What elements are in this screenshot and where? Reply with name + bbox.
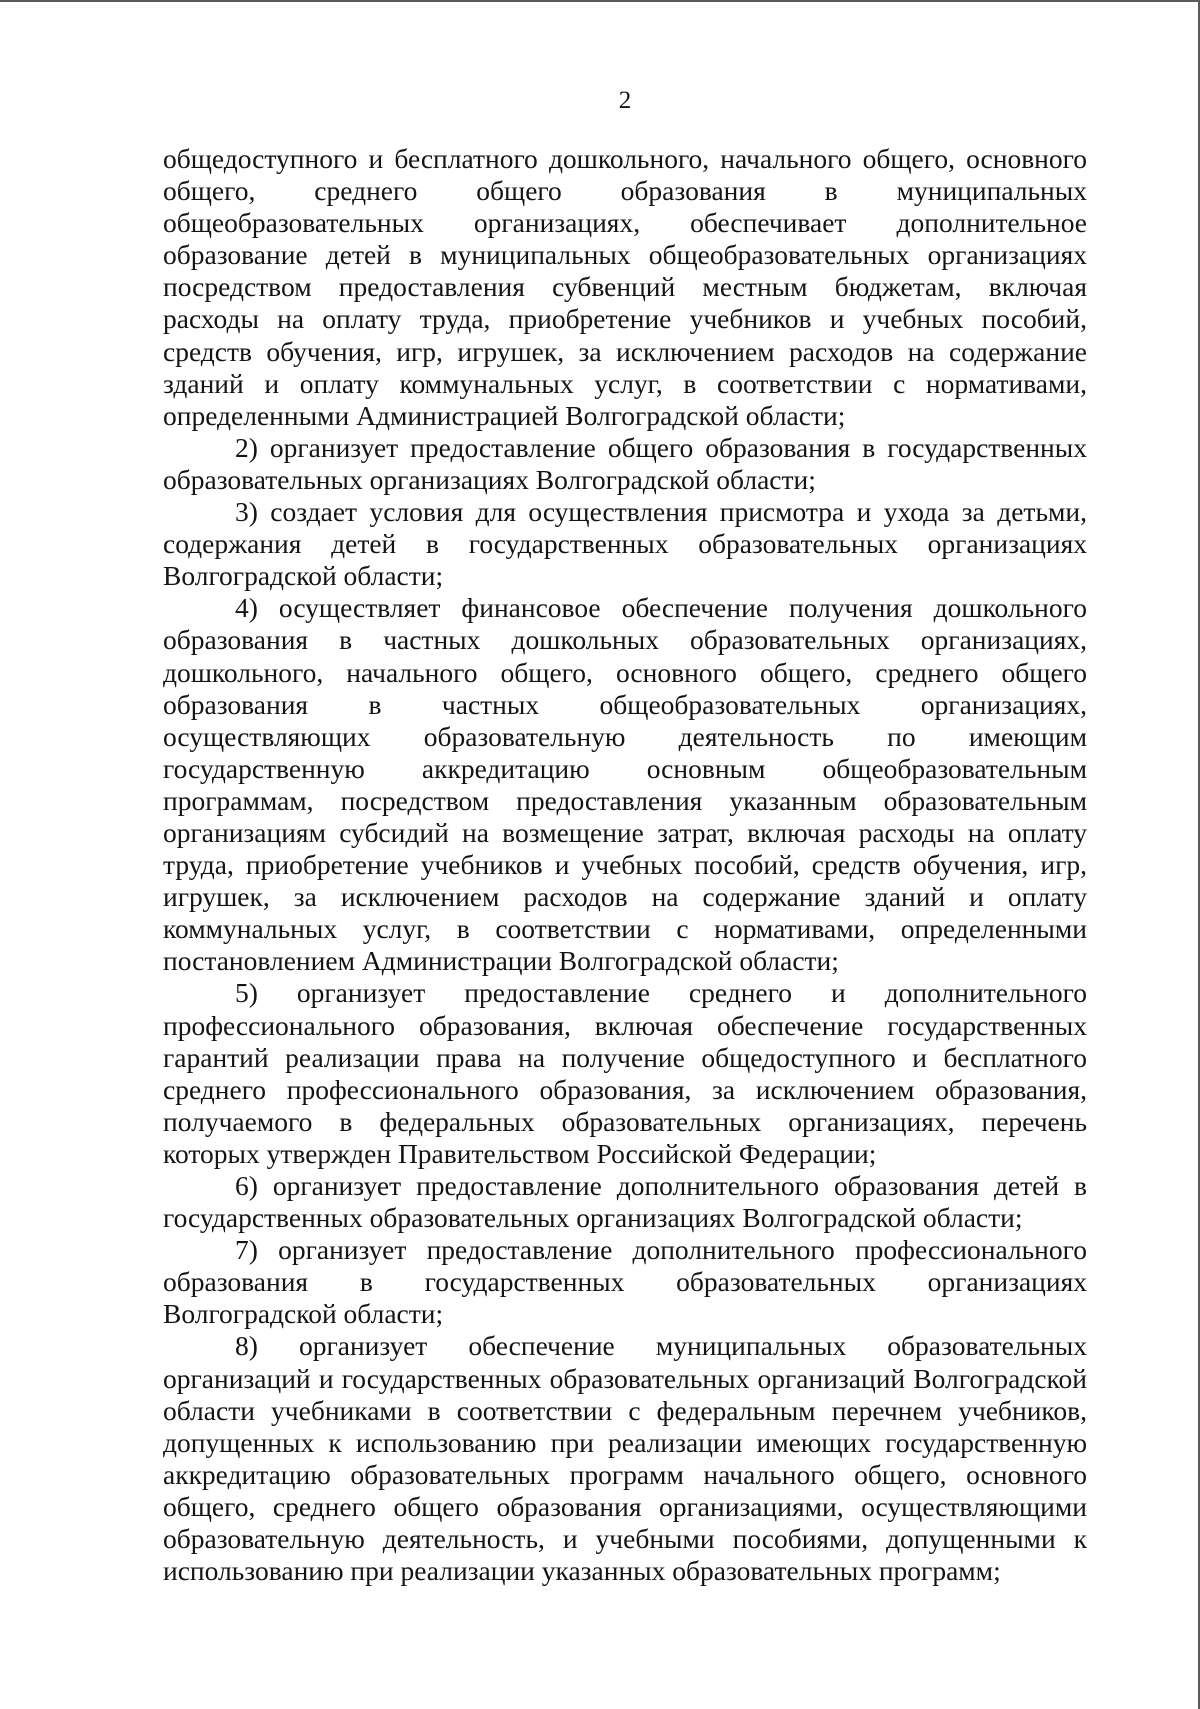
paragraph-continuation: общедоступного и бесплатного дошкольного, начального общего, основного общего, среднего общего образования в муниципальных общеобразовательных организациях, обеспечивает дополнительное образование детей в муниципальных общеобразовательных организациях посредством предоставления субвенций местным бюджетам, включая расходы на оплату труда, приобретение учебников и учебных пособий, средств обучения, игр, игрушек, за исключением расходов на содержание зданий и оплату коммунальных услуг, в соответствии с нормативами, определенными Администрацией Волгоградской области; [163, 143, 1087, 431]
page-number: 2 [618, 87, 632, 114]
scan-border-top [0, 0, 1200, 2]
paragraph-item-6: 6) организует предоставление дополнительного образования детей в государственных образовательных организациях Волгоградской области; [163, 1170, 1087, 1234]
paragraph-item-7: 7) организует предоставление дополнительного профессионального образования в государственных образовательных организациях Волгоградской области; [163, 1234, 1087, 1330]
paragraph-item-2: 2) организует предоставление общего образования в государственных образовательных организациях Волгоградской области; [163, 431, 1087, 495]
paragraph-item-3: 3) создает условия для осуществления присмотра и ухода за детьми, содержания детей в государственных образовательных организациях Волгоградской области; [163, 496, 1087, 592]
paragraph-item-5: 5) организует предоставление среднего и дополнительного профессионального образования, включая обеспечение государственных гарантий реализации права на получение общедоступного и бесплатного среднего профессионального образования, за исключением образования, получаемого в федеральных образовательных организациях, перечень которых утвержден Правительством Российской Федерации; [163, 977, 1087, 1169]
document-body [163, 143, 1087, 1587]
paragraph-item-4: 4) осуществляет финансовое обеспечение получения дошкольного образования в частных дошкольных образовательных организациях, дошкольного, начального общего, основного общего, среднего общего образования в частных общеобразовательных организациях, осуществляющих образовательную деятельность по имеющим государственную аккредитацию основным общеобразовательным программам, посредством предоставления указанным образовательным организациям субсидий на возмещение затрат, включая расходы на оплату труда, приобретение учебников и учебных пособий, средств обучения, игр, игрушек, за исключением расходов на содержание зданий и оплату коммунальных услуг, в соответствии с нормативами, определенными постановлением Администрации Волгоградской области; [163, 592, 1087, 977]
paragraph-item-8: 8) организует обеспечение муниципальных образовательных организаций и государственных образовательных организаций Волгоградской области учебниками в соответствии с федеральным перечнем учебников, допущенных к использованию при реализации имеющих государственную аккредитацию образовательных программ начального общего, основного общего, среднего общего образования организациями, осуществляющими образовательную деятельность, и учебными пособиями, допущенными к использованию при реализации указанных образовательных программ; [163, 1330, 1087, 1587]
